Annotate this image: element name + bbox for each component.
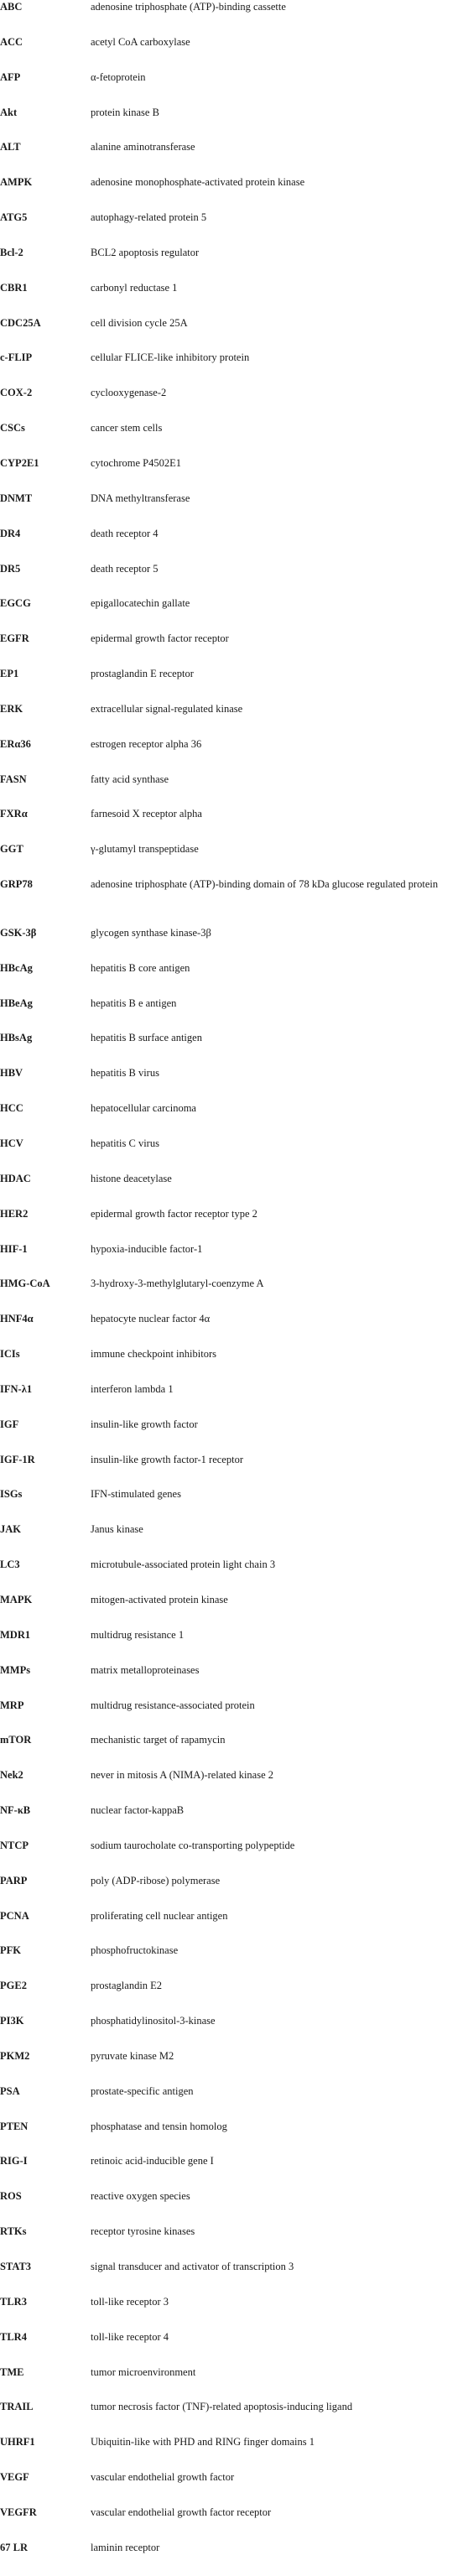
- abbreviation-definition: acetyl CoA carboxylase: [91, 35, 190, 48]
- abbreviation-term: c-FLIP: [0, 351, 33, 364]
- glossary-row: [0, 2084, 468, 2120]
- abbreviation-term: TLR4: [0, 2330, 27, 2343]
- abbreviation-term: HCC: [0, 1102, 23, 1115]
- abbreviation-definition: DNA methyltransferase: [91, 492, 190, 504]
- abbreviation-definition: death receptor 4: [91, 527, 159, 539]
- abbreviation-term: DR5: [0, 562, 21, 575]
- glossary-row: [0, 1066, 468, 1101]
- glossary-row: [0, 1768, 468, 1803]
- abbreviation-definition: epigallocatechin gallate: [91, 597, 190, 610]
- abbreviation-term: MAPK: [0, 1593, 33, 1605]
- glossary-row: [0, 2260, 468, 2295]
- abbreviation-definition: interferon lambda 1: [91, 1382, 174, 1395]
- abbreviation-term: mTOR: [0, 1734, 32, 1746]
- glossary-row: [0, 1242, 468, 1278]
- abbreviation-term: CDC25A: [0, 316, 41, 329]
- abbreviation-definition: glycogen synthase kinase-3β: [91, 926, 211, 939]
- abbreviation-term: MRP: [0, 1699, 24, 1711]
- abbreviation-term: LC3: [0, 1559, 20, 1571]
- abbreviation-term: IGF: [0, 1418, 19, 1430]
- glossary-row: [0, 1418, 468, 1453]
- glossary-row: [0, 1909, 468, 1944]
- glossary-row: [0, 2295, 468, 2330]
- glossary-row: [0, 1207, 468, 1242]
- glossary-row: [0, 1137, 468, 1172]
- glossary-row: [0, 2330, 468, 2365]
- glossary-row: [0, 1593, 468, 1628]
- abbreviation-term: EGFR: [0, 632, 29, 645]
- abbreviation-definition: α-fetoprotein: [91, 70, 146, 83]
- glossary-row: [0, 997, 468, 1032]
- abbreviation-term: NF-κB: [0, 1804, 31, 1817]
- glossary-row: [0, 2541, 468, 2576]
- abbreviation-definition: retinoic acid-inducible gene I: [91, 2155, 214, 2167]
- abbreviation-term: ABC: [0, 1, 23, 13]
- glossary-row: [0, 1522, 468, 1558]
- abbreviation-term: ACC: [0, 35, 23, 48]
- abbreviation-term: IGF-1R: [0, 1453, 35, 1465]
- abbreviation-term: CYP2E1: [0, 456, 39, 469]
- glossary-row: [0, 70, 468, 106]
- abbreviation-definition: hepatocellular carcinoma: [91, 1102, 196, 1115]
- abbreviation-term: FXRα: [0, 808, 28, 820]
- abbreviation-definition: γ-glutamyl transpeptidase: [91, 843, 199, 856]
- abbreviation-definition: protein kinase B: [91, 106, 159, 118]
- glossary-row: [0, 2014, 468, 2049]
- glossary-row: [0, 737, 468, 773]
- abbreviation-term: ERα36: [0, 737, 31, 750]
- abbreviation-term: HBeAg: [0, 997, 33, 1009]
- abbreviation-term: DR4: [0, 527, 21, 539]
- glossary-row: [0, 2225, 468, 2260]
- abbreviation-definition: cellular FLICE-like inhibitory protein: [91, 351, 250, 364]
- abbreviation-definition: cancer stem cells: [91, 422, 163, 435]
- abbreviation-definition: farnesoid X receptor alpha: [91, 808, 202, 820]
- abbreviation-definition: signal transducer and activator of transcription 3: [91, 2261, 294, 2272]
- glossary-row: [0, 1172, 468, 1207]
- abbreviation-term: NTCP: [0, 1839, 29, 1851]
- abbreviation-term: MMPs: [0, 1663, 31, 1676]
- abbreviation-definition: phosphatidylinositol-3-kinase: [91, 2015, 216, 2027]
- abbreviation-term: PCNA: [0, 1909, 29, 1922]
- abbreviation-term: HBcAg: [0, 961, 33, 974]
- glossary-row: [0, 1944, 468, 1979]
- abbreviation-definition: laminin receptor: [91, 2541, 160, 2553]
- abbreviation-definition: hypoxia-inducible factor-1: [91, 1242, 203, 1255]
- abbreviation-definition: prostate-specific antigen: [91, 2084, 194, 2097]
- glossary-row: [0, 211, 468, 246]
- abbreviation-term: MDR1: [0, 1628, 31, 1641]
- abbreviation-definition: fatty acid synthase: [91, 773, 169, 785]
- abbreviation-term: EGCG: [0, 597, 31, 610]
- abbreviation-definition: tumor microenvironment: [91, 2365, 196, 2378]
- abbreviation-definition: Ubiquitin-like with PHD and RING finger domains 1: [91, 2436, 315, 2449]
- abbreviation-term: AMPK: [0, 176, 33, 189]
- glossary-row: [0, 807, 468, 842]
- glossary-row: [0, 1699, 468, 1734]
- glossary-row: [0, 35, 468, 70]
- abbreviation-definition: extracellular signal-regulated kinase: [91, 702, 243, 715]
- abbreviation-definition: autophagy-related protein 5: [91, 211, 207, 224]
- glossary-row: [0, 2506, 468, 2541]
- abbreviation-term: CBR1: [0, 281, 28, 294]
- abbreviation-term: ATG5: [0, 211, 28, 224]
- abbreviation-definition: epidermal growth factor receptor: [91, 632, 229, 645]
- abbreviation-definition: reactive oxygen species: [91, 2190, 190, 2203]
- abbreviation-term: Bcl-2: [0, 246, 23, 258]
- abbreviation-definition: hepatitis B virus: [91, 1067, 159, 1080]
- glossary-row: [0, 316, 468, 351]
- abbreviation-definition: BCL2 apoptosis regulator: [91, 246, 200, 258]
- abbreviation-definition: phosphatase and tensin homolog: [91, 2120, 227, 2132]
- abbreviation-term: PI3K: [0, 2015, 24, 2027]
- glossary-row: [0, 961, 468, 997]
- abbreviation-definition: tumor necrosis factor (TNF)-related apoptosis-inducing ligand: [91, 2401, 353, 2413]
- abbreviation-term: EP1: [0, 668, 19, 680]
- glossary-row: [0, 2189, 468, 2225]
- glossary-row: [0, 2120, 468, 2155]
- abbreviation-definition: insulin-like growth factor: [91, 1418, 198, 1430]
- abbreviation-definition: cytochrome P4502E1: [91, 456, 181, 469]
- abbreviation-definition: pyruvate kinase M2: [91, 2049, 174, 2062]
- glossary-row: [0, 1312, 468, 1347]
- abbreviation-term: Nek2: [0, 1769, 23, 1782]
- glossary-row: [0, 1628, 468, 1663]
- abbreviation-definition: poly (ADP-ribose) polymerase: [91, 1874, 221, 1886]
- abbreviation-definition: IFN-stimulated genes: [91, 1488, 181, 1501]
- glossary-row: [0, 2470, 468, 2506]
- abbreviation-definition: 3-hydroxy-3-methylglutaryl-coenzyme A: [91, 1278, 264, 1290]
- abbreviation-definition: histone deacetylase: [91, 1172, 172, 1184]
- abbreviation-definition: cyclooxygenase-2: [91, 387, 167, 399]
- glossary-row: [0, 1839, 468, 1874]
- glossary-row: [0, 492, 468, 527]
- abbreviation-definition: multidrug resistance 1: [91, 1628, 185, 1641]
- glossary-row: [0, 140, 468, 175]
- abbreviation-definition: multidrug resistance-associated protein: [91, 1699, 255, 1711]
- glossary-row: [0, 1453, 468, 1488]
- abbreviation-term: GGT: [0, 843, 23, 856]
- abbreviation-definition: adenosine triphosphate (ATP)-binding cassette: [91, 1, 286, 13]
- abbreviation-term: GRP78: [0, 878, 33, 891]
- abbreviation-definition: adenosine monophosphate-activated protein kinase: [91, 176, 305, 189]
- abbreviation-term: ICIs: [0, 1348, 20, 1361]
- abbreviation-definition: Janus kinase: [91, 1523, 143, 1536]
- abbreviation-term: VEGF: [0, 2471, 29, 2484]
- glossary-row: [0, 351, 468, 386]
- abbreviation-term: HER2: [0, 1207, 29, 1220]
- glossary-row: [0, 2154, 468, 2189]
- abbreviation-definition: mitogen-activated protein kinase: [91, 1593, 228, 1605]
- glossary-row: [0, 246, 468, 281]
- abbreviation-term: AFP: [0, 70, 21, 83]
- abbreviation-term: TME: [0, 2365, 24, 2378]
- glossary-row: [0, 773, 468, 808]
- abbreviation-term: HCV: [0, 1137, 23, 1149]
- glossary-row: [0, 702, 468, 737]
- glossary-row: [0, 2049, 468, 2084]
- abbreviation-term: GSK-3β: [0, 926, 37, 939]
- abbreviation-term: PARP: [0, 1874, 28, 1886]
- abbreviation-term: ISGs: [0, 1488, 23, 1501]
- abbreviation-definition: epidermal growth factor receptor type 2: [91, 1207, 257, 1220]
- glossary-row: [0, 877, 468, 926]
- abbreviation-definition: receptor tyrosine kinases: [91, 2225, 195, 2238]
- glossary-row: [0, 106, 468, 141]
- abbreviation-term: UHRF1: [0, 2436, 35, 2449]
- abbreviation-definition: hepatitis C virus: [91, 1137, 159, 1149]
- glossary-row: [0, 1347, 468, 1382]
- glossary-row: [0, 386, 468, 421]
- abbreviation-definition: insulin-like growth factor-1 receptor: [91, 1453, 243, 1465]
- abbreviation-definition: vascular endothelial growth factor receptor: [91, 2506, 272, 2518]
- glossary-row: [0, 0, 468, 35]
- abbreviation-term: RTKs: [0, 2225, 27, 2238]
- abbreviation-term: ALT: [0, 141, 21, 154]
- glossary-row: [0, 175, 468, 211]
- glossary-row: [0, 2435, 468, 2470]
- abbreviation-term: HBV: [0, 1067, 23, 1080]
- abbreviation-term: HMG-CoA: [0, 1278, 50, 1290]
- glossary-row: [0, 1979, 468, 2014]
- abbreviation-term: Akt: [0, 106, 18, 118]
- glossary-row: [0, 1663, 468, 1699]
- abbreviation-term: TRAIL: [0, 2401, 34, 2413]
- abbreviation-term: DNMT: [0, 492, 33, 504]
- abbreviation-definition: vascular endothelial growth factor: [91, 2471, 235, 2484]
- abbreviation-term: PKM2: [0, 2049, 30, 2062]
- abbreviation-term: TLR3: [0, 2295, 27, 2308]
- abbreviation-term: HNF4α: [0, 1313, 34, 1325]
- glossary-row: [0, 926, 468, 961]
- abbreviation-term: VEGFR: [0, 2506, 37, 2518]
- glossary-row: [0, 1277, 468, 1312]
- abbreviation-term: STAT3: [0, 2261, 32, 2272]
- glossary-row: [0, 1487, 468, 1522]
- glossary-row: [0, 527, 468, 562]
- abbreviation-definition: proliferating cell nuclear antigen: [91, 1909, 228, 1922]
- abbreviation-term: HBsAg: [0, 1032, 33, 1044]
- abbreviation-term: IFN-λ1: [0, 1382, 33, 1395]
- abbreviation-definition: toll-like receptor 3: [91, 2295, 169, 2308]
- abbreviation-definition: immune checkpoint inhibitors: [91, 1348, 216, 1361]
- abbreviation-term: PSA: [0, 2084, 20, 2097]
- abbreviation-term: ROS: [0, 2190, 22, 2203]
- abbreviation-definition: prostaglandin E2: [91, 1980, 163, 1992]
- abbreviation-definition: adenosine triphosphate (ATP)-binding domain of 78 kDa glucose regulated protein: [91, 878, 439, 891]
- abbreviation-definition: alanine aminotransferase: [91, 141, 195, 154]
- abbreviation-definition: never in mitosis A (NIMA)-related kinase 2: [91, 1769, 274, 1782]
- abbreviation-term: PFK: [0, 1944, 21, 1957]
- abbreviation-definition: toll-like receptor 4: [91, 2330, 169, 2343]
- abbreviation-definition: hepatocyte nuclear factor 4α: [91, 1313, 211, 1325]
- abbreviation-definition: estrogen receptor alpha 36: [91, 737, 202, 750]
- glossary-row: [0, 596, 468, 632]
- glossary-row: [0, 632, 468, 667]
- glossary-row: [0, 842, 468, 877]
- glossary-row: [0, 2365, 468, 2401]
- abbreviation-term: ERK: [0, 702, 23, 715]
- abbreviation-term: CSCs: [0, 422, 25, 435]
- abbreviation-definition: phosphofructokinase: [91, 1944, 179, 1957]
- abbreviation-term: COX-2: [0, 387, 33, 399]
- abbreviation-definition: matrix metalloproteinases: [91, 1663, 200, 1676]
- glossary-row: [0, 1733, 468, 1768]
- abbreviation-definition: carbonyl reductase 1: [91, 281, 178, 294]
- glossary-row: [0, 456, 468, 492]
- abbreviation-term: PGE2: [0, 1980, 27, 1992]
- glossary-row: [0, 281, 468, 316]
- glossary-row: [0, 1803, 468, 1839]
- abbreviation-definition: sodium taurocholate co-transporting polypeptide: [91, 1839, 295, 1851]
- glossary-row: [0, 1874, 468, 1909]
- abbreviation-definition: hepatitis B core antigen: [91, 961, 190, 974]
- abbreviation-definition: microtubule-associated protein light chain 3: [91, 1559, 276, 1571]
- abbreviation-term: 67 LR: [0, 2541, 28, 2553]
- abbreviation-term: FASN: [0, 773, 27, 785]
- glossary-row: [0, 421, 468, 456]
- abbreviation-term: HDAC: [0, 1172, 31, 1184]
- glossary-row: [0, 1101, 468, 1137]
- glossary-row: [0, 667, 468, 702]
- abbreviation-definition: cell division cycle 25A: [91, 316, 188, 329]
- abbreviation-definition: hepatitis B e antigen: [91, 997, 177, 1009]
- abbreviation-definition: death receptor 5: [91, 562, 159, 575]
- abbreviation-term: HIF-1: [0, 1242, 28, 1255]
- abbreviation-term: PTEN: [0, 2120, 29, 2132]
- abbreviation-definition: prostaglandin E receptor: [91, 668, 194, 680]
- glossary-row: [0, 1031, 468, 1066]
- glossary-row: [0, 1558, 468, 1593]
- abbreviation-definition: mechanistic target of rapamycin: [91, 1734, 226, 1746]
- abbreviation-definition: nuclear factor-kappaB: [91, 1804, 185, 1817]
- glossary-row: [0, 1382, 468, 1418]
- abbreviation-definition: hepatitis B surface antigen: [91, 1032, 202, 1044]
- glossary-row: [0, 2400, 468, 2435]
- abbreviation-term: JAK: [0, 1523, 21, 1536]
- glossary-row: [0, 562, 468, 597]
- abbreviation-term: RIG-I: [0, 2155, 28, 2167]
